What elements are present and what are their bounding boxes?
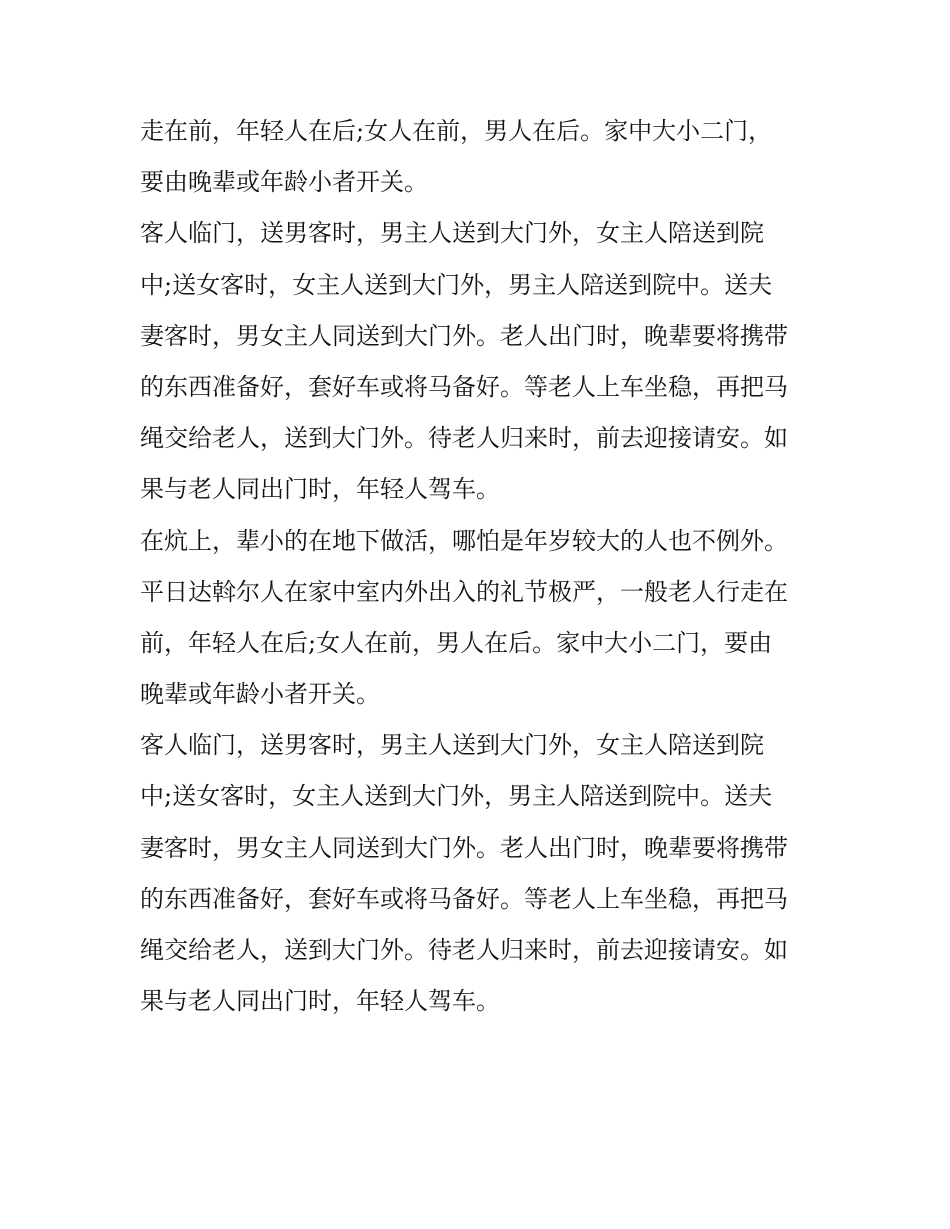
text-line: 妻客时，男女主人同送到大门外。老人出门时，晚辈要将携带 <box>140 321 788 350</box>
text-line: 晚辈或年龄小者开关。 <box>140 680 380 709</box>
text-line: 果与老人同出门时，年轻人驾车。 <box>140 475 500 504</box>
text-line: 要由晚辈或年龄小者开关。 <box>140 168 428 197</box>
text-line: 在炕上，辈小的在地下做活，哪怕是年岁较大的人也不例外。 <box>140 526 788 555</box>
text-line: 中;送女客时，女主人送到大门外，男主人陪送到院中。送夫 <box>140 270 773 299</box>
text-line: 前，年轻人在后;女人在前，男人在后。家中大小二门，要由 <box>140 628 773 657</box>
text-line: 果与老人同出门时，年轻人驾车。 <box>140 987 500 1016</box>
text-line: 客人临门，送男客时，男主人送到大门外，女主人陪送到院 <box>140 731 764 760</box>
body-text <box>140 106 820 1027</box>
text-line: 走在前，年轻人在后;女人在前，男人在后。家中大小二门， <box>140 117 773 145</box>
text-line: 绳交给老人，送到大门外。待老人归来时，前去迎接请安。如 <box>140 424 788 453</box>
text-line: 妻客时，男女主人同送到大门外。老人出门时，晚辈要将携带 <box>140 833 788 862</box>
text-line: 客人临门，送男客时，男主人送到大门外，女主人陪送到院 <box>140 219 764 248</box>
text-line: 的东西准备好，套好车或将马备好。等老人上车坐稳，再把马 <box>140 372 788 401</box>
text-line: 的东西准备好，套好车或将马备好。等老人上车坐稳，再把马 <box>140 884 788 913</box>
text-line: 平日达斡尔人在家中室内外出入的礼节极严，一般老人行走在 <box>140 577 788 606</box>
text-line: 中;送女客时，女主人送到大门外，男主人陪送到院中。送夫 <box>140 782 773 811</box>
text-line: 绳交给老人，送到大门外。待老人归来时，前去迎接请安。如 <box>140 936 788 964</box>
